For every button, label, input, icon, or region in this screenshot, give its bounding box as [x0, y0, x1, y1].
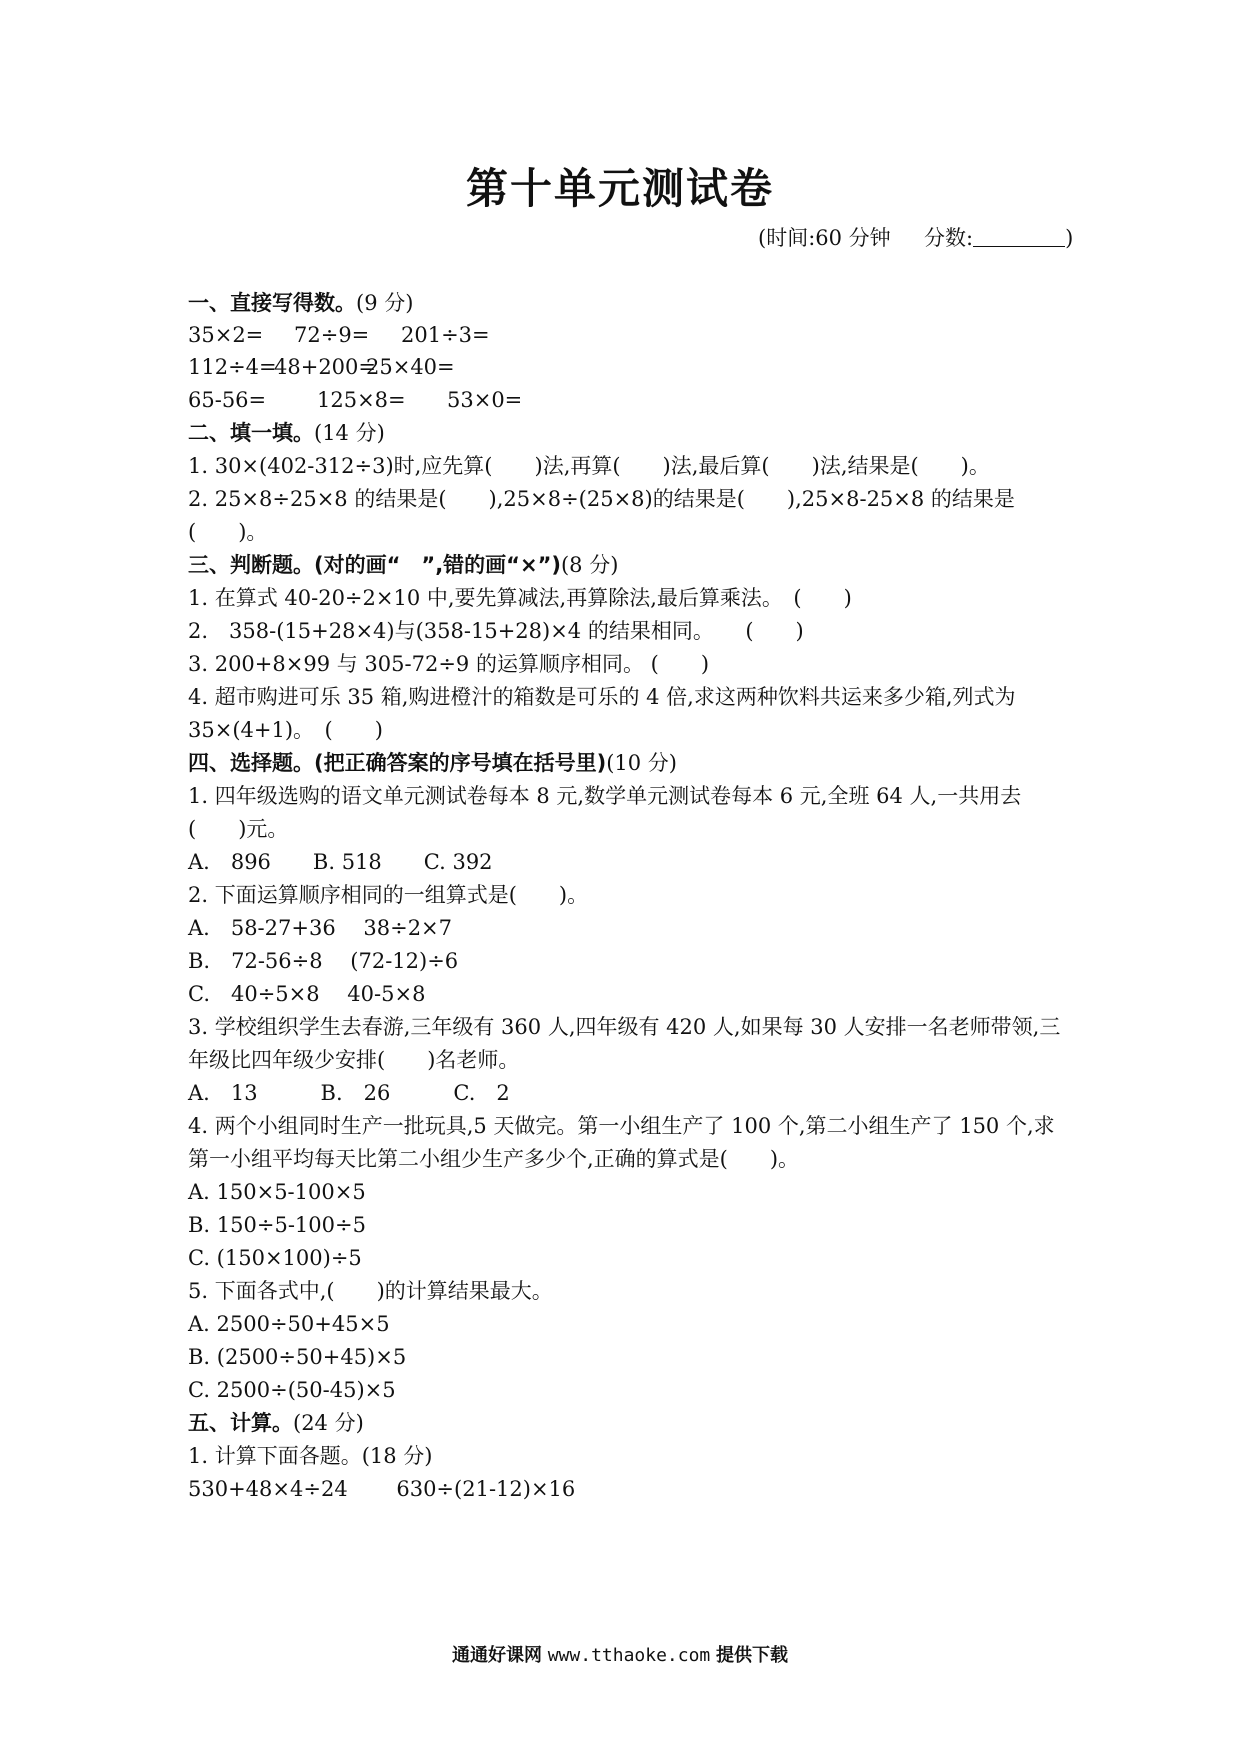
option-line: B. (2500÷50+45)×5	[188, 1345, 407, 1369]
footer-download-note: 提供下载	[716, 1645, 789, 1666]
option-line: A. 896 B. 518 C. 392	[188, 850, 493, 874]
question-line: 530+48×4÷24 630÷(21-12)×16	[188, 1477, 576, 1501]
section-2-title: 二、填一填。	[188, 421, 314, 445]
calc-item: 72÷9=	[294, 323, 370, 347]
section-1-heading	[188, 289, 413, 317]
question-line: 35×(4+1)。 ( )	[188, 718, 383, 742]
section-3-heading	[188, 551, 618, 579]
meta-close: )	[1065, 226, 1074, 250]
footer	[0, 1641, 1240, 1667]
section-5-points: (24 分)	[293, 1411, 364, 1435]
score-blank	[973, 226, 1065, 247]
footer-brand: 通通好课网	[451, 1645, 542, 1666]
option-line: B. 150÷5-100÷5	[188, 1213, 366, 1237]
option-line: B. 72-56÷8 (72-12)÷6	[188, 949, 459, 973]
section-1-points: (9 分)	[356, 291, 414, 315]
question-line: ( )元。	[188, 817, 289, 841]
option-line: A. 150×5-100×5	[188, 1180, 366, 1204]
option-line: A. 13 B. 26 C. 2	[188, 1081, 510, 1105]
calc-item: 25×40=	[366, 355, 455, 379]
calc-item: 35×2=	[188, 323, 264, 347]
question-line: 1. 计算下面各题。(18 分)	[188, 1444, 433, 1468]
footer-url[interactable]: www.tthaoke.com	[547, 1645, 711, 1666]
question-line: 3. 学校组织学生去春游,三年级有 360 人,四年级有 420 人,如果每 30 人安排一名老师带领,三	[188, 1015, 1061, 1039]
section-2-points: (14 分)	[314, 421, 385, 445]
calc-item: 201÷3=	[401, 323, 490, 347]
section-3-points: (8 分)	[560, 553, 619, 577]
option-line: A. 2500÷50+45×5	[188, 1312, 390, 1336]
calc-row-3	[188, 386, 522, 414]
calc-item: 48+200=	[274, 355, 376, 379]
calc-row-2	[188, 353, 455, 381]
time-label: (时间:60 分钟	[758, 226, 891, 250]
score-label: 分数:	[924, 226, 974, 250]
calc-item: 53×0=	[447, 388, 523, 412]
exam-meta	[758, 222, 1073, 252]
calc-row-1	[188, 321, 490, 349]
option-line: C. 40÷5×8 40-5×8	[188, 982, 426, 1006]
page-title: 第十单元测试卷	[465, 164, 774, 213]
section-5-title: 五、计算。	[188, 1411, 293, 1435]
question-line: 第一小组平均每天比第二小组少生产多少个,正确的算式是( )。	[188, 1147, 800, 1171]
question-line: 1. 在算式 40-20÷2×10 中,要先算减法,再算除法,最后算乘法。 ( )	[188, 586, 852, 610]
option-line: C. (150×100)÷5	[188, 1246, 362, 1270]
question-line: 1. 30×(402-312÷3)时,应先算( )法,再算( )法,最后算( )法,结果是( )。	[188, 454, 990, 478]
section-4-heading	[188, 749, 677, 777]
section-2-heading	[188, 419, 385, 447]
section-3-title: 三、判断题。(对的画“ ”,错的画“×”)	[188, 553, 561, 577]
option-line: C. 2500÷(50-45)×5	[188, 1378, 396, 1402]
section-4-title: 四、选择题。(把正确答案的序号填在括号里)	[188, 751, 607, 775]
option-line: A. 58-27+36 38÷2×7	[188, 916, 453, 940]
question-line: 4. 超市购进可乐 35 箱,购进橙汁的箱数是可乐的 4 倍,求这两种饮料共运来多少箱,列式为	[188, 685, 1016, 709]
question-line: 2. 下面运算顺序相同的一组算式是( )。	[188, 883, 589, 907]
calc-item: 65-56=	[188, 388, 267, 412]
question-line: 4. 两个小组同时生产一批玩具,5 天做完。第一小组生产了 100 个,第二小组生产了 150 个,求	[188, 1114, 1055, 1138]
question-line: 3. 200+8×99 与 305-72÷9 的运算顺序相同。 ( )	[188, 652, 710, 676]
question-line: 2. 358-(15+28×4)与(358-15+28)×4 的结果相同。 ( )	[188, 619, 804, 643]
question-line: 年级比四年级少安排( )名老师。	[188, 1048, 520, 1072]
question-line: 2. 25×8÷25×8 的结果是( ),25×8÷(25×8)的结果是( ),25×8-25×8 的结果是	[188, 487, 1015, 511]
calc-item: 125×8=	[317, 388, 406, 412]
question-line: ( )。	[188, 520, 268, 544]
section-1-title: 一、直接写得数。	[188, 291, 356, 315]
section-5-heading	[188, 1409, 364, 1437]
question-line: 5. 下面各式中,( )的计算结果最大。	[188, 1279, 553, 1303]
question-line: 1. 四年级选购的语文单元测试卷每本 8 元,数学单元测试卷每本 6 元,全班 64 人,一共用去	[188, 784, 1022, 808]
calc-item: 112÷4=	[188, 355, 277, 379]
section-4-points: (10 分)	[606, 751, 677, 775]
